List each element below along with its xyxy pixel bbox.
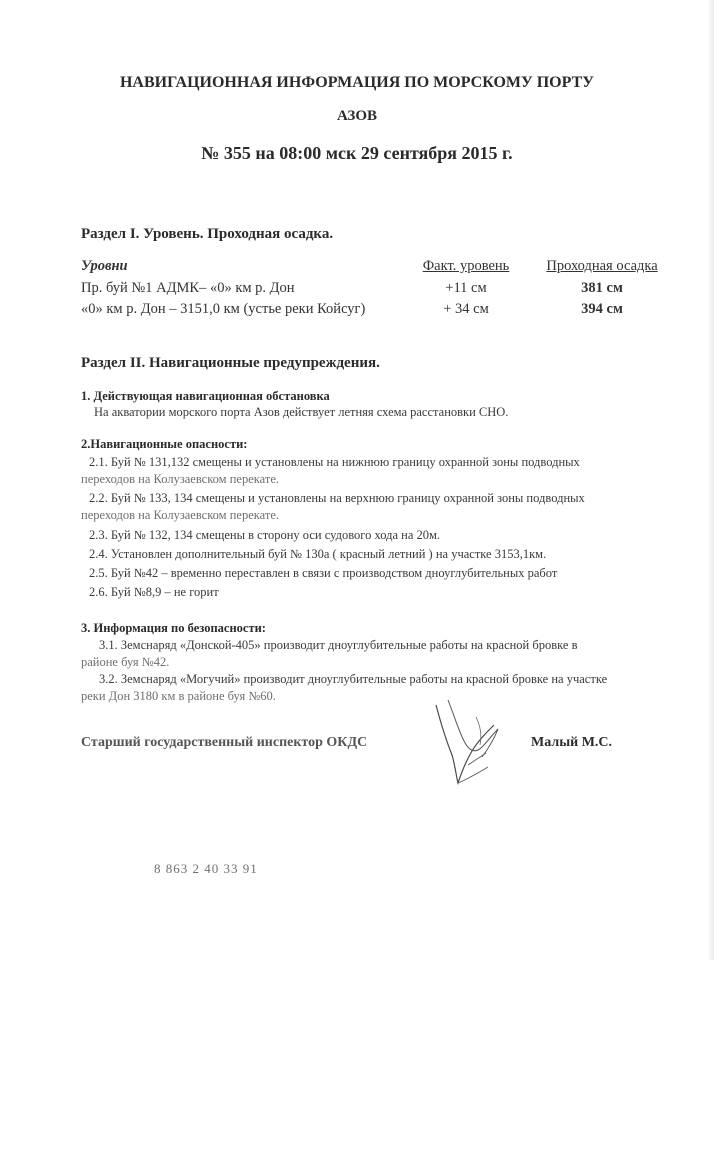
hazard-line: 2.2. Буй № 133, 134 смещены и установлены на верхнюю границу охранной зоны подводных <box>89 491 585 505</box>
level-row-1-draft: 381 см <box>581 280 623 296</box>
hazard-line: 2.6. Буй №8,9 – не горит <box>89 585 219 599</box>
safety-line: районе буя №42. <box>81 655 170 669</box>
hazard-line: 2.3. Буй № 132, 134 смещены в сторону оси судового хода на 20м. <box>89 528 441 542</box>
hazard-line: 2.1. Буй № 131,132 смещены и установлены на нижнюю границу охранной зоны подводных <box>89 455 580 469</box>
safety-line: реки Дон 3180 км в районе буя №60. <box>81 689 276 703</box>
level-row-1-fact: +11 см <box>445 280 487 296</box>
subsection-1-title: 1. Действующая навигационная обстановка <box>81 389 330 403</box>
hazard-line: переходов на Колузаевском перекате. <box>81 508 279 522</box>
safety-line: 3.1. Земснаряд «Донской-405» производит дноуглубительные работы на красной бровке в <box>99 638 578 652</box>
draft-column-header: Проходная осадка <box>546 258 658 274</box>
levels-column-header: Уровни <box>81 258 128 274</box>
port-name: АЗОВ <box>336 108 378 124</box>
inspector-name: Малый М.С. <box>531 735 613 750</box>
subsection-1-text: На акватории морского порта Азов действует летняя схема расстановки СНО. <box>94 405 509 419</box>
hazard-line: переходов на Колузаевском перекате. <box>81 472 279 486</box>
section-1-heading: Раздел I. Уровень. Проходная осадка. <box>81 226 334 242</box>
issue-line: № 355 на 08:00 мск 29 сентября 2015 г. <box>201 143 513 163</box>
fact-level-column-header: Факт. уровень <box>422 258 510 274</box>
hazard-line: 2.4. Установлен дополнительный буй № 130а ( красный летний ) на участке 3153,1км. <box>89 547 547 561</box>
level-row-2-fact: + 34 см <box>443 301 489 317</box>
signature-icon <box>428 695 508 790</box>
subsection-2-title: 2.Навигационные опасности: <box>81 437 248 451</box>
hazard-line: 2.5. Буй №42 – временно переставлен в связи с производством дноуглубительных работ <box>89 566 558 580</box>
level-row-2-name: «0» км р. Дон – 3151,0 км (устье реки Койсуг) <box>81 301 366 317</box>
subsection-3-title: 3. Информация по безопасности: <box>81 621 266 635</box>
safety-line: 3.2. Земснаряд «Могучий» производит дноуглубительные работы на красной бровке на участке <box>99 672 608 686</box>
document-title: НАВИГАЦИОННАЯ ИНФОРМАЦИЯ ПО МОРСКОМУ ПОРТУ <box>119 74 594 91</box>
scan-edge-shadow <box>708 0 714 960</box>
level-row-2-draft: 394 см <box>581 301 623 317</box>
level-row-1-name: Пр. буй №1 АДМК– «0» км р. Дон <box>81 280 295 296</box>
inspector-position: Старший государственный инспектор ОКДС <box>81 735 368 750</box>
section-2-heading: Раздел II. Навигационные предупреждения. <box>81 355 380 371</box>
phone-number: 8 863 2 40 33 91 <box>154 861 258 876</box>
